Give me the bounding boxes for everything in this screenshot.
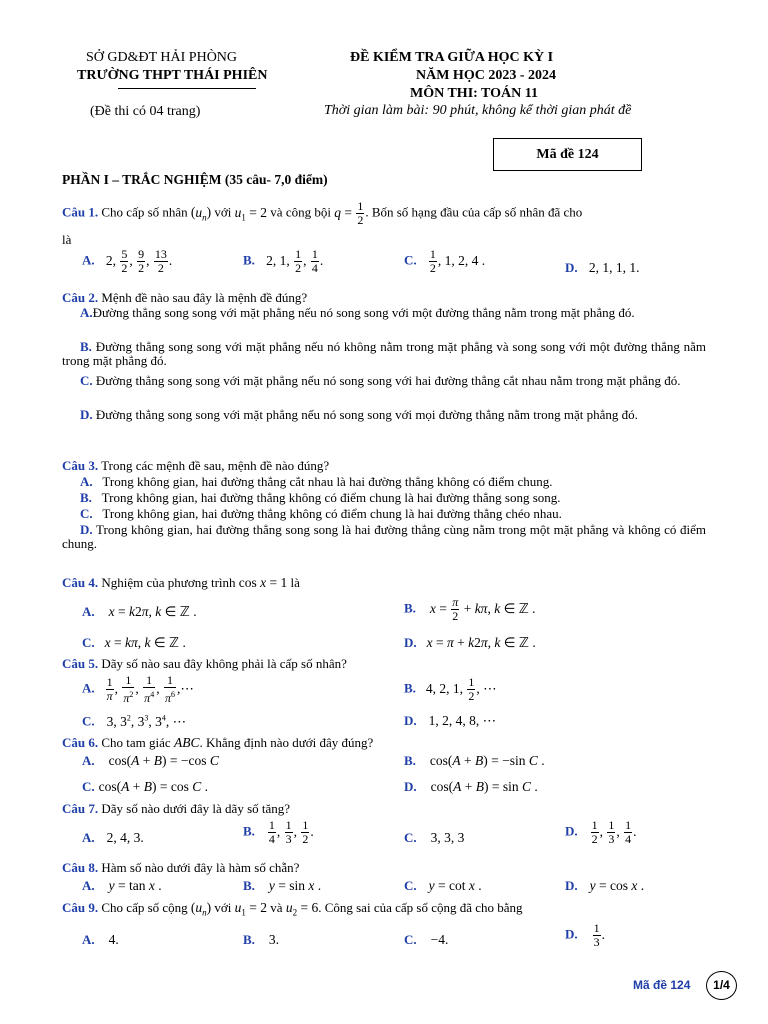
q4-option-a[interactable]: A. x = k2π, k ∈ ℤ .	[82, 604, 197, 619]
q8-option-b-label: B.	[243, 878, 255, 893]
q9-option-d[interactable]: D. $\frac{1}{3}$ .	[565, 921, 606, 949]
q9-option-c-text: −4.	[430, 932, 449, 947]
q8-option-d-label: D.	[565, 878, 578, 893]
q7-option-c[interactable]	[404, 830, 464, 846]
q3-option-d[interactable]	[62, 523, 706, 551]
question-5	[62, 656, 347, 672]
question-1-text-a: Cho cấp số nhân	[101, 204, 188, 220]
q9-option-c-label: C.	[404, 932, 417, 947]
question-8-label: Câu 8.	[62, 860, 99, 875]
school-year: NĂM HỌC 2023 - 2024	[416, 68, 556, 83]
equation-cosx-1: cos x = 1	[238, 575, 288, 590]
page-number: 1/4	[706, 971, 737, 1000]
q2-option-b-text: Đường thẳng song song với mặt phẳng nếu nó không nằm trong mặt phẳng và song song với một đường thẳng nằm trong mặt phẳng đó.	[62, 339, 707, 368]
question-3-label: Câu 3.	[62, 458, 99, 473]
q9-option-b-text: 3.	[268, 932, 280, 947]
question-1-text-b: với	[214, 204, 232, 220]
q4-option-d[interactable]: D. x = π + k2π, k ∈ ℤ .	[404, 635, 536, 650]
exam-code-box: Mã đề 124	[493, 138, 642, 171]
question-2	[62, 290, 307, 306]
q4-option-c[interactable]: C. x = kπ, k ∈ ℤ .	[82, 635, 186, 650]
question-5-text: Dãy số nào sau đây không phải là cấp số nhân?	[101, 656, 347, 671]
q2-option-c-label: C.	[80, 373, 93, 388]
q1-option-d-text: 2, 1, 1, 1.	[588, 260, 640, 275]
q4-option-c-label: C.	[82, 635, 95, 650]
ratio-q: q = $\frac{1}{2}$	[334, 199, 364, 227]
q1-option-d-label: D.	[565, 260, 578, 275]
exam-title: ĐỀ KIỂM TRA GIỮA HỌC KỲ I	[350, 50, 554, 65]
q7-option-a-label: A.	[82, 830, 95, 845]
question-7	[62, 801, 290, 817]
q6-option-a-label: A.	[82, 753, 95, 768]
q3-option-a-text: Trong không gian, hai đường thẳng cắt nhau là hai đường thẳng không có điểm chung.	[102, 474, 553, 489]
q2-option-b-label: B.	[80, 339, 92, 354]
question-9-text-b: với	[214, 900, 232, 915]
exam-time: Thời gian làm bài: 90 phút, không kể thời gian phát đề	[324, 103, 632, 118]
question-4-text-b: là	[290, 575, 300, 590]
q2-option-a-text: Đường thẳng song song với mặt phẳng nếu nó song song với một đường thẳng nằm trong mặt phẳng đó.	[92, 305, 635, 320]
question-3-text: Trong các mệnh đề sau, mệnh đề nào đúng?	[101, 458, 330, 473]
q8-option-d[interactable]: D. y = cos x .	[565, 878, 645, 893]
question-4-label: Câu 4.	[62, 575, 99, 590]
question-2-label: Câu 2.	[62, 290, 99, 305]
question-4	[62, 575, 300, 591]
question-1-text-c: và công bội	[270, 204, 331, 220]
q7-option-a-text: 2, 4, 3.	[106, 830, 144, 845]
q2-option-d-label: D.	[80, 407, 93, 422]
q5-option-d-label: D.	[404, 713, 417, 728]
q1-option-c[interactable]: C. $\frac{1}{2}$ , 1, 2, 4 .	[404, 247, 486, 275]
u2-equals-6: $u_2 = 6$	[285, 900, 319, 918]
q9-option-a-label: A.	[82, 932, 95, 947]
q7-option-d[interactable]: D. $\frac{1}{2}$ , $\frac{1}{3}$ , $\frac{1}{4}$ .	[565, 818, 637, 846]
q8-option-c[interactable]: C. y = cot x .	[404, 878, 482, 893]
question-6-text-b: . Khẳng định nào dưới đây đúng?	[199, 735, 374, 750]
question-7-label: Câu 7.	[62, 801, 99, 816]
q1-option-b-label: B.	[243, 252, 255, 268]
q9-option-b[interactable]	[243, 932, 279, 948]
q5-option-b[interactable]: B. 4, 2, 1, $\frac{1}{2}$ , ⋯	[404, 675, 497, 703]
q2-option-a-label: A.	[80, 305, 93, 320]
question-1-label: Câu 1.	[62, 204, 99, 220]
q9-option-c[interactable]	[404, 932, 448, 948]
question-7-text: Dãy số nào dưới đây là dãy số tăng?	[101, 801, 291, 816]
q9-option-b-label: B.	[243, 932, 255, 947]
q4-option-b[interactable]: B. x = $\frac{\pi}{2}$ + kπ, k ∈ ℤ .	[404, 595, 536, 623]
q8-option-c-label: C.	[404, 878, 417, 893]
question-6	[62, 735, 373, 751]
question-5-label: Câu 5.	[62, 656, 99, 671]
q6-option-b[interactable]: B. cos(A + B) = −sin C .	[404, 753, 545, 768]
q2-option-a[interactable]	[62, 306, 706, 320]
u1-equals-2: $u_1 = 2$	[234, 204, 268, 223]
school-underline	[118, 88, 256, 89]
question-8	[62, 860, 299, 876]
q3-option-a[interactable]	[80, 474, 553, 490]
q5-option-c[interactable]: C. 3, $3^2$, $3^3$, $3^4$, ⋯	[82, 713, 187, 729]
q4-option-a-label: A.	[82, 604, 95, 619]
q6-option-b-label: B.	[404, 753, 416, 768]
q1-option-d[interactable]	[565, 260, 640, 276]
q7-option-c-label: C.	[404, 830, 417, 845]
q5-option-a-label: A.	[82, 680, 95, 696]
q6-option-d-label: D.	[404, 779, 417, 794]
q1-option-c-label: C.	[404, 252, 417, 268]
q3-option-c[interactable]	[80, 506, 562, 522]
u1-equals-2-q9: $u_1 = 2$	[234, 900, 268, 918]
q2-option-d[interactable]	[62, 408, 706, 422]
q6-option-c[interactable]: C. cos(A + B) = cos C .	[82, 779, 209, 794]
triangle-abc: ABC	[173, 735, 200, 750]
q7-option-d-label: D.	[565, 823, 578, 839]
q3-option-d-text: Trong không gian, hai đường thẳng song song là hai đường thẳng cùng nằm trong một mặt phẳng và không có điểm chung.	[62, 522, 706, 551]
q3-option-b[interactable]	[80, 490, 561, 506]
q6-option-a[interactable]: A. cos(A + B) = −cos C	[82, 753, 219, 768]
q5-option-a[interactable]: A. $\frac{1}{\pi}$ , $\frac{1}{\pi^2}$ , $\frac{1}{\pi^4}$ , $\frac{1}{\pi^6}$ ,⋯	[82, 673, 194, 705]
q1-option-b[interactable]: B. 2, 1, $\frac{1}{2}$ , $\frac{1}{4}$ .	[243, 247, 324, 275]
q9-option-a[interactable]	[82, 932, 119, 948]
q5-option-d[interactable]: D. 1, 2, 4, 8, ⋯	[404, 713, 497, 728]
exam-subject: MÔN THI: TOÁN 11	[410, 86, 538, 101]
q7-option-b-label: B.	[243, 823, 255, 839]
pages-note: (Đề thi có 04 trang)	[90, 104, 201, 119]
q5-option-c-label: C.	[82, 713, 95, 729]
question-1-text-e: là	[62, 232, 72, 247]
question-9-label: Câu 9.	[62, 900, 99, 915]
q8-option-a[interactable]: A. y = tan x .	[82, 878, 162, 893]
q4-option-d-label: D.	[404, 635, 417, 650]
q3-option-a-label: A.	[80, 474, 93, 489]
question-6-label: Câu 6.	[62, 735, 99, 750]
question-3	[62, 458, 329, 474]
question-9-text-d: . Công sai của cấp số cộng đã cho bằng	[318, 900, 523, 915]
question-1-text-d: . Bốn số hạng đầu của cấp số nhân đã cho	[365, 204, 583, 220]
question-9-text-c: và	[270, 900, 283, 915]
question-1	[62, 200, 582, 227]
q3-option-b-label: B.	[80, 490, 92, 505]
q7-option-b[interactable]: B. $\frac{1}{4}$ , $\frac{1}{3}$ , $\frac{1}{2}$ .	[243, 818, 314, 846]
q3-option-c-label: C.	[80, 506, 93, 521]
q4-option-b-label: B.	[404, 600, 416, 616]
sequence-un: $(u_n)$	[190, 204, 212, 223]
q6-option-d[interactable]: D. cos(A + B) = sin C .	[404, 779, 538, 794]
q7-option-a[interactable]	[82, 830, 144, 846]
question-4-text: Nghiệm của phương trình	[101, 575, 236, 590]
q3-option-b-text: Trong không gian, hai đường thẳng không có điểm chung là hai đường thẳng song song.	[101, 490, 561, 505]
question-8-text: Hàm số nào dưới đây là hàm số chẵn?	[101, 860, 300, 875]
sequence-un-2: $(u_n)$	[190, 900, 212, 918]
q9-option-a-text: 4.	[108, 932, 119, 947]
q8-option-b[interactable]: B. y = sin x .	[243, 878, 322, 893]
school-name: TRƯỜNG THPT THÁI PHIÊN	[77, 68, 268, 83]
q1-option-a[interactable]: A. 2, $\frac{5}{2}$ , $\frac{9}{2}$ , $\frac{13}{2}$ .	[82, 247, 173, 275]
q2-option-c-text: Đường thẳng song song với mặt phẳng nếu nó song song với hai đường thẳng cắt nhau nằm trong mặt phẳng đó.	[95, 373, 681, 388]
q5-option-b-label: B.	[404, 680, 416, 696]
q2-option-d-text: Đường thẳng song song với mặt phẳng nếu nó song song với mọi đường thẳng nằm trong mặt phẳng đó.	[95, 407, 638, 422]
question-9	[62, 900, 523, 918]
q7-option-c-text: 3, 3, 3	[430, 830, 465, 845]
q8-option-a-label: A.	[82, 878, 95, 893]
department-name: SỞ GD&ĐT HẢI PHÒNG	[86, 50, 238, 65]
question-9-text: Cho cấp số cộng	[101, 900, 188, 915]
q3-option-c-text: Trong không gian, hai đường thẳng không có điểm chung là hai đường thẳng chéo nhau.	[102, 506, 562, 521]
q3-option-d-label: D.	[80, 522, 93, 537]
q2-option-c[interactable]	[62, 374, 706, 388]
q1-option-a-label: A.	[82, 252, 95, 268]
question-2-text: Mệnh đề nào sau đây là mệnh đề đúng?	[101, 290, 308, 305]
part-1-heading: PHẦN I – TRẮC NGHIỆM (35 câu- 7,0 điểm)	[62, 172, 328, 187]
q2-option-b[interactable]	[62, 340, 706, 368]
q6-option-c-label: C.	[82, 779, 95, 794]
footer-exam-code: Mã đề 124	[633, 978, 691, 992]
question-6-text: Cho tam giác	[101, 735, 171, 750]
q9-option-d-label: D.	[565, 926, 578, 942]
